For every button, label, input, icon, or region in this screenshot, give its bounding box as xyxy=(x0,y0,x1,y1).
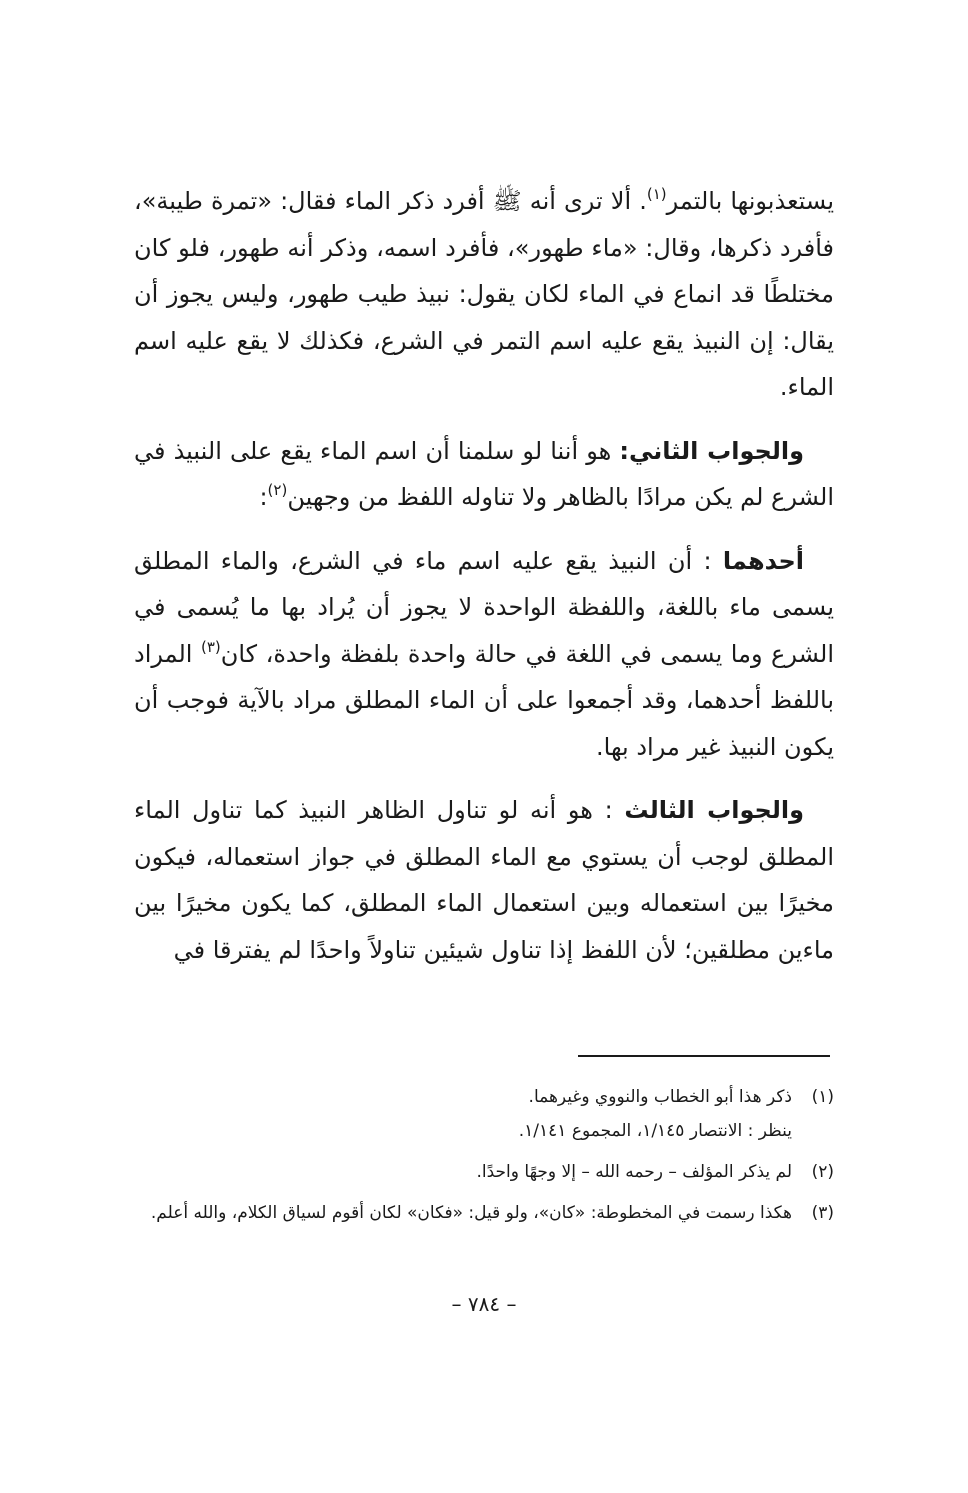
paragraph-1-text: يستعذبونها بالتمر xyxy=(666,187,834,215)
footnote-1-text xyxy=(134,1080,792,1148)
paragraph-4-text: : هو أنه لو تناول الظاهر النبيذ كما تناول الماء المطلق لوجب أن يستوي مع الماء المطلق في جواز استعماله، فيكون مخيرًا بين استعماله وبين استعمال الماء المطلق، كما يكون مخيرًا بين ماءين مطلقين؛ لأن اللفظ إذا تناول شيئين تناولاً واحدًا لم يفترقا في xyxy=(134,796,834,964)
main-text xyxy=(134,178,834,990)
paragraph-2-text: هو أننا لو سلمنا أن اسم الماء يقع على النبيذ في الشرع لم يكن مرادًا بالظاهر ولا تناوله اللفظ من وجهين xyxy=(134,436,834,511)
footnote-3-line-1: هكذا رسمت في المخطوطة: «كان»، ولو قيل: «فكان» لكان أقوم لسياق الكلام، والله أعلم. xyxy=(150,1203,792,1223)
footnote-2-text xyxy=(134,1155,792,1189)
footnote-2-number: (٢) xyxy=(811,1162,834,1182)
paragraph-3-lead: أحدهما xyxy=(722,546,804,575)
footnote-3 xyxy=(134,1196,834,1230)
footnote-2-line-1: لم يذكر المؤلف – رحمه الله – إلا وجهًا واحدًا. xyxy=(476,1162,792,1182)
footnote-1-number: (١) xyxy=(811,1087,834,1107)
footnote-2 xyxy=(134,1155,834,1189)
footnote-ref-1: (١) xyxy=(646,185,667,203)
footnote-separator xyxy=(578,1055,830,1057)
paragraph-2 xyxy=(134,428,834,521)
footnote-3-text xyxy=(134,1196,792,1230)
paragraph-4-lead: والجواب الثالث xyxy=(624,796,804,824)
paragraph-4 xyxy=(134,787,834,973)
footnote-1 xyxy=(134,1080,834,1148)
page-number: – ٧٨٤ – xyxy=(451,1292,517,1316)
footnote-ref-2: (٢) xyxy=(267,481,288,499)
paragraph-3-text: : أن النبيذ يقع عليه اسم ماء في الشرع، والماء المطلق يسمى ماء باللغة، واللفظة الواحدة لا يجوز أن يُراد بها ما يُسمى في الشرع وما يسمى في اللغة في حالة واحدة بلفظة واحدة، كان xyxy=(134,546,834,668)
footnote-ref-3: (٣) xyxy=(200,637,221,656)
paragraph-1-tail: . ألا ترى أنه ﷺ أفرد ذكر الماء فقال: «تمرة طيبة»، فأفرد ذكرها، وقال: «ماء طهور»، فأفرد اسمه، وذكر أنه طهور، فلو كان مختلطًا قد انماع في الماء لكان يقول: نبيذ طيب طهور، وليس يجوز أن يقال: إن النبيذ يقع عليه اسم التمر في الشرع، فكذلك لا يقع عليه اسم الماء. xyxy=(134,187,834,401)
paragraph-1 xyxy=(134,178,834,411)
footnote-3-number: (٣) xyxy=(811,1203,834,1223)
footnote-1-line-2: ينظر : الانتصار ١/١٤٥، المجموع ١/١٤١. xyxy=(518,1121,792,1141)
footnote-1-line-1: ذكر هذا أبو الخطاب والنووي وغيرهما. xyxy=(528,1087,792,1107)
footnotes xyxy=(134,1080,834,1237)
paragraph-2-tail: : xyxy=(259,483,268,511)
paragraph-3-tail: المراد باللفظ أحدهما، وقد أجمعوا على أن الماء المطلق مراد بالآية فوجب أن يكون النبيذ غير مراد بها. xyxy=(134,639,834,761)
paragraph-3 xyxy=(134,538,834,771)
paragraph-2-lead: والجواب الثاني: xyxy=(619,436,804,465)
